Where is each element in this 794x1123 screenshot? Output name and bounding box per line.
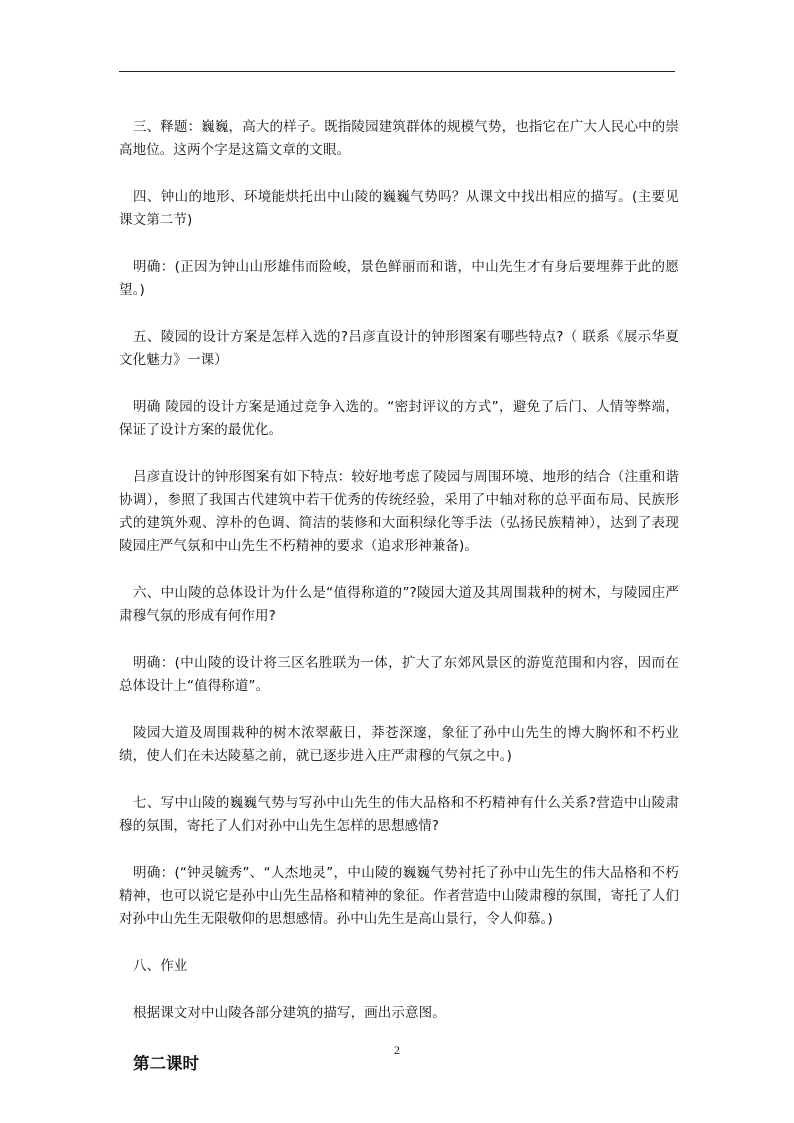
paragraph-question-six: 六、中山陵的总体设计为什么是“值得称道的”?陵园大道及其周围栽种的树木，与陵园庄严肃穆气氛的形成有何作用? — [119, 585, 679, 624]
paragraph-avenue-trees: 陵园大道及周围栽种的树木浓翠蔽日，莽苍深邃，象征了孙中山先生的博大胸怀和不朽业绩，使人们在未达陵墓之前，就已逐步进入庄严肃穆的气氛之中。) — [119, 725, 679, 764]
paragraph-answer-seven: 明确：(“钟灵毓秀”、“人杰地灵”，中山陵的巍巍气势衬托了孙中山先生的伟大品格和不朽精神，也可以说它是孙中山先生品格和精神的象征。作者营造中山陵肃穆的氛围，寄托了人们对孙中山先生无限敬仰的思想感情。孙中山先生是高山景行，令人仰慕。) — [119, 865, 679, 927]
section-heading: 第二课时 — [133, 1054, 199, 1073]
paragraph-bell-design-features: 吕彦直设计的钟形图案有如下特点：较好地考虑了陵园与周围环境、地形的结合（注重和谐协调），参照了我国古代建筑中若干优秀的传统经验，采用了中轴对称的总平面布局、民族形式的建筑外观、淳朴的色调、简洁的装修和大面积绿化等手法（弘扬民族精神），达到了表现陵园庄严气氛和中山先生不朽精神的要求（追求形神兼备)。 — [119, 469, 679, 554]
document-body — [119, 116, 679, 1077]
paragraph-answer-six: 明确：(中山陵的设计将三区名胜联为一体，扩大了东郊风景区的游览范围和内容，因而在总体设计上“值得称道”。 — [119, 655, 679, 694]
paragraph-explain-title: 三、释题：巍巍，高大的样子。既指陵园建筑群体的规模气势，也指它在广大人民心中的崇高地位。这两个字是这篇文章的文眼。 — [119, 119, 679, 158]
paragraph-answer-five: 明确 陵园的设计方案是通过竞争入选的。“密封评议的方式”，避免了后门、人情等弊端，保证了设计方案的最优化。 — [119, 399, 679, 438]
paragraph-answer-four: 明确：(正因为钟山山形雄伟而险峻，景色鲜丽而和谐，中山先生才有身后要埋葬于此的愿望。) — [119, 259, 679, 298]
page-number: 2 — [394, 1043, 400, 1057]
paragraph-homework-title: 八、作业 — [133, 958, 188, 974]
paragraph-question-four: 四、钟山的地形、环境能烘托出中山陵的巍巍气势吗？从课文中找出相应的描写。(主要见课文第二节) — [119, 189, 679, 228]
paragraph-question-seven: 七、写中山陵的巍巍气势与写孙中山先生的伟大品格和不朽精神有什么关系?营造中山陵肃穆的氛围，寄托了人们对孙中山先生怎样的思想感情? — [119, 795, 679, 834]
header-rule — [119, 71, 675, 72]
paragraph-question-five: 五、陵园的设计方案是怎样入选的?吕彦直设计的钟形图案有哪些特点?（ 联系《展示华夏文化魅力》一课） — [119, 329, 679, 368]
paragraph-homework-task: 根据课文对中山陵各部分建筑的描写，画出示意图。 — [133, 1005, 446, 1021]
